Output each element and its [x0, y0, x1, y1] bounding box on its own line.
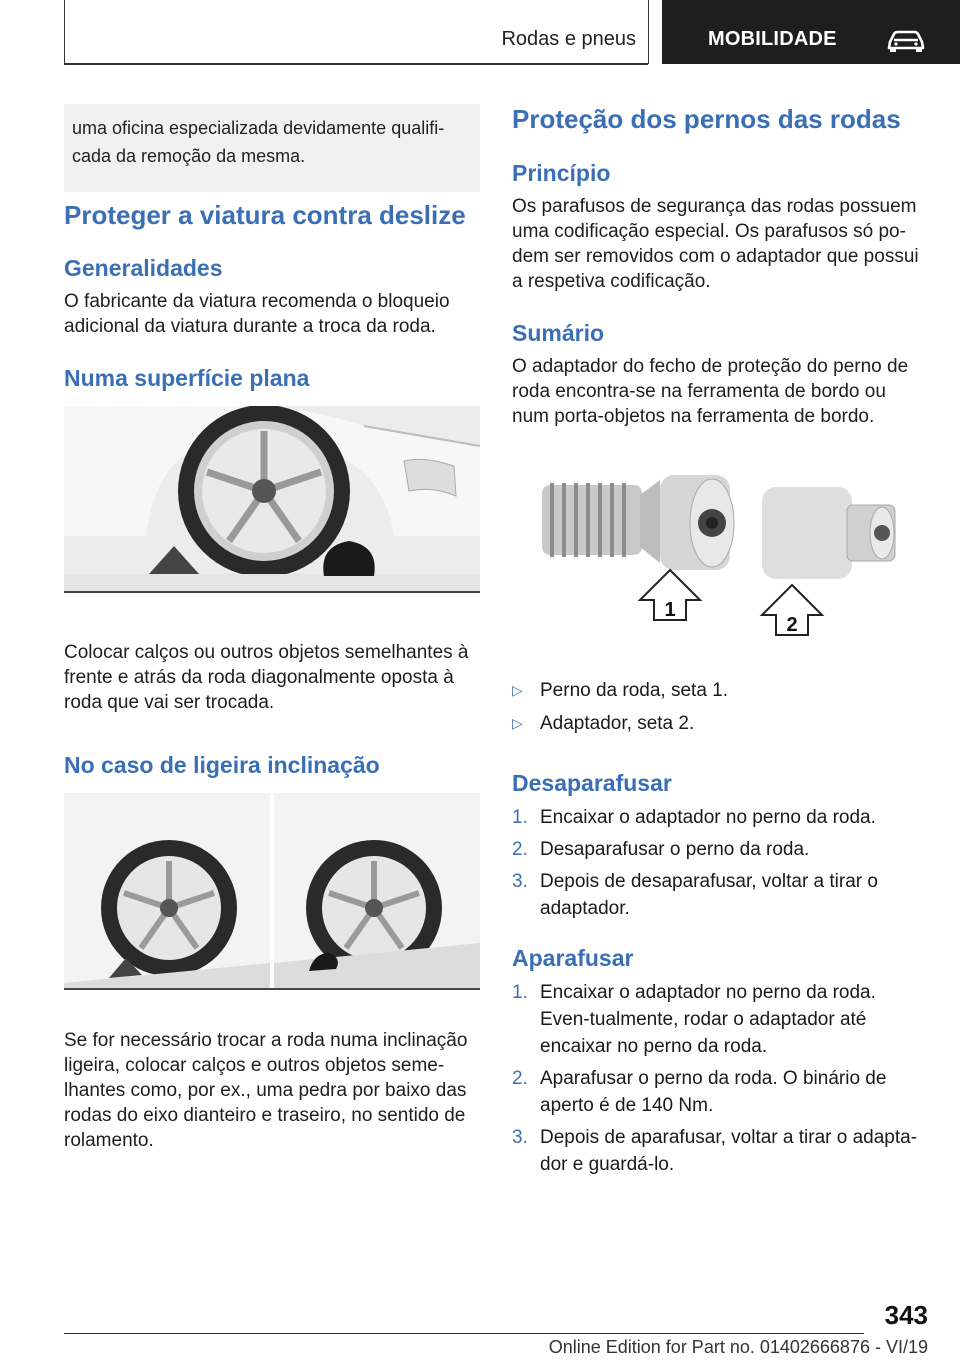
step-text: Depois de aparafusar, voltar a tirar o adapta-dor e guardá-lo.	[540, 1127, 918, 1175]
figure-label-1: 1	[664, 599, 676, 621]
list-item	[512, 1065, 928, 1119]
heading-generalities: Generalidades	[64, 255, 223, 281]
summary-block	[512, 318, 928, 429]
heading-protect-vehicle: Proteger a viatura contra deslize	[64, 200, 466, 230]
section-title: Rodas e pneus	[501, 28, 636, 50]
chapter-title: MOBILIDADE	[708, 28, 837, 50]
step-text: Aparafusar o perno da roda. O binário de aperto é de 140 Nm.	[540, 1068, 887, 1116]
header-left-border	[64, 0, 65, 64]
illustration-bolt-adapter	[512, 455, 928, 655]
step-text: Depois de desaparafusar, voltar a tirar o adaptador.	[540, 871, 878, 919]
heading-principle: Princípio	[512, 160, 611, 186]
triangle-bullet-icon: ▷	[512, 682, 523, 698]
screw-block	[512, 943, 928, 1183]
text-slope: Se for necessário trocar a roda numa inclinação ligeira, colocar calços e outros objetos seme-lhantes como, por ex., uma pedra por baixo das rodas do eixo dianteiro e traseiro, no sentido de rolamento.	[64, 1030, 468, 1151]
right-heading-main-block	[512, 103, 928, 135]
heading-unscrew: Desaparafusar	[512, 770, 672, 796]
principle-block	[512, 158, 928, 294]
slope-heading-block	[64, 750, 480, 780]
step-text: Encaixar o adaptador no perno da roda.	[540, 807, 876, 828]
bullet-text: Adaptador, seta 2.	[540, 713, 695, 734]
heading-slope: No caso de ligeira inclinação	[64, 752, 380, 778]
adapter	[762, 487, 895, 579]
illustration-slope-wheels	[64, 793, 480, 989]
step-number: 1.	[512, 807, 528, 828]
footer-rule	[64, 1333, 864, 1334]
step-text: Desaparafusar o perno da roda.	[540, 839, 810, 860]
step-number: 3.	[512, 1127, 528, 1148]
step-number: 3.	[512, 871, 528, 892]
figure-bolt-adapter	[512, 455, 928, 655]
flat-text-block	[64, 640, 480, 715]
list-item	[512, 979, 928, 1060]
list-item	[512, 678, 928, 703]
note-box: uma oficina especializada devidamente qualifi-cada da remoção da mesma.	[64, 104, 480, 192]
heading-summary: Sumário	[512, 320, 605, 346]
text-summary: O adaptador do fecho de proteção do perno de roda encontra-se na ferramenta de bordo ou num porta-objetos na ferramenta de bordo.	[512, 356, 909, 427]
slope-text-block	[64, 1028, 480, 1153]
figure-slope	[64, 793, 480, 989]
bullet-list	[512, 678, 928, 744]
text-generalities: O fabricante da viatura recomenda o bloqueio adicional da viatura durante a troca da roda.	[64, 291, 450, 337]
heading-wheel-lock: Proteção dos pernos das rodas	[512, 104, 901, 134]
header-separator	[648, 0, 649, 64]
list-item	[512, 1124, 928, 1178]
step-number: 1.	[512, 982, 528, 1003]
left-heading-main	[64, 199, 480, 231]
flat-heading-block	[64, 363, 480, 393]
list-item	[512, 836, 928, 863]
text-flat-surface: Colocar calços ou outros objetos semelhantes à frente e atrás da roda diagonalmente oposta à roda que vai ser trocada.	[64, 642, 469, 713]
illustration-car-wheel-chock	[64, 406, 480, 592]
text-principle: Os parafusos de segurança das rodas possuem uma codificação especial. Os parafusos só po-dem ser removidos com o adaptador que possui a respetiva codificação.	[512, 196, 919, 292]
list-item	[512, 804, 928, 831]
figure-flat-surface	[64, 406, 480, 592]
wheel-bolt	[542, 475, 734, 570]
page-number: 343	[884, 1300, 928, 1330]
car-icon	[886, 28, 926, 52]
header-rule	[64, 63, 648, 65]
figure-flat-underline	[64, 591, 480, 593]
generalities-block	[64, 253, 480, 339]
step-text: Encaixar o adaptador no perno da roda. Even-tualmente, rodar o adaptador até encaixar no perno da roda.	[540, 982, 876, 1057]
step-number: 2.	[512, 839, 528, 860]
heading-screw: Aparafusar	[512, 945, 634, 971]
figure-slope-underline	[64, 988, 480, 990]
triangle-bullet-icon: ▷	[512, 715, 523, 731]
list-item	[512, 868, 928, 922]
list-item	[512, 711, 928, 736]
bullet-text: Perno da roda, seta 1.	[540, 680, 729, 701]
heading-flat-surface: Numa superfície plana	[64, 365, 310, 391]
edition-text: Online Edition for Part no. 01402666876 - VI/19	[548, 1337, 928, 1357]
note-box-wrapper	[64, 104, 480, 192]
unscrew-block	[512, 768, 928, 927]
figure-label-2: 2	[786, 614, 798, 636]
step-number: 2.	[512, 1068, 528, 1089]
